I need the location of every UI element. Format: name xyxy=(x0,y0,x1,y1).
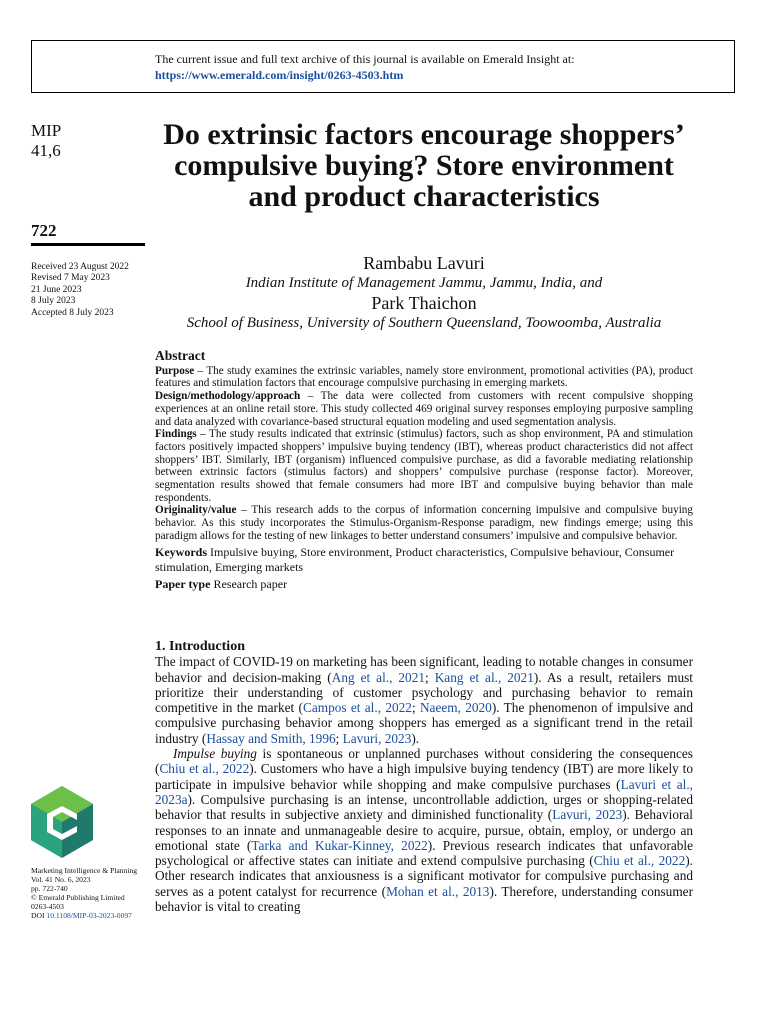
citation-link[interactable]: Kang et al., 2021 xyxy=(434,669,534,685)
page-rule xyxy=(31,243,145,246)
author-affiliation: Indian Institute of Management Jammu, Jammu, India, and xyxy=(245,275,603,291)
journal-name: Marketing Intelligence & Planning xyxy=(31,866,138,875)
author-name: Rambabu Lavuri xyxy=(363,253,485,273)
citation-link[interactable]: Tarka and Kukar-Kinney, 2022 xyxy=(251,837,428,853)
text-run: The impact of COVID-19 on marketing has been significant, leading to notable changes in consumer behavior and decision-making ( xyxy=(155,654,693,685)
keywords: Keywords Impulsive buying, Store environment, Product characteristics, Compulsive behaviour, Consumer stimulation, Emerging markets xyxy=(155,544,675,574)
text-run: ; xyxy=(411,700,420,716)
citation-link[interactable]: Ang et al., 2021 xyxy=(331,669,425,685)
citation-link[interactable]: Chiu et al., 2022 xyxy=(593,853,686,869)
text-run: ). Other research indicates that anxiousness is a significant motivator for compulsive purchasing and serves as a potent catalyst for recurrence ( xyxy=(155,853,693,899)
citation-link[interactable]: Lavuri, 2023 xyxy=(552,807,623,823)
citation-link[interactable]: Chiu et al., 2022 xyxy=(159,761,250,777)
date-revised-2: 21 June 2023 xyxy=(31,284,82,295)
text-run: Impulse buying xyxy=(173,746,257,762)
doi-link[interactable]: 10.1108/MIP-03-2023-0097 xyxy=(46,911,132,921)
text-run: ; xyxy=(335,730,343,746)
abstract xyxy=(155,350,693,592)
page-number: 722 xyxy=(31,221,57,240)
issn: 0263-4503 xyxy=(31,902,64,912)
abstract-purpose: Purpose – The study examines the extrinsic variables, namely store environment, promotional activities (PA), product features and stimulation factors that encourage compulsive purchasing in emerging markets. xyxy=(155,364,693,390)
intro-paragraph xyxy=(155,746,693,914)
introduction-section xyxy=(155,639,693,914)
text-run: ). As a result, retailers must prioritize their understanding of customer psychology and purchasing behavior to remain competitive in the market ( xyxy=(155,669,693,716)
text-run: ). xyxy=(411,730,420,746)
section-heading: 1. Introduction xyxy=(155,639,245,654)
abstract-originality: Originality/value – This research adds to the corpus of information concerning impulsive and compulsive buying behavior. As this study incorporates the Stimulus-Organism-Response paradigm, new findings emerge; using this paradigm allows for the testing of new linkages to better understand consumers’ impulsive and compulsive behavior. xyxy=(155,504,693,542)
text-run: ; xyxy=(425,669,435,685)
submission-dates xyxy=(31,262,129,319)
publisher-logo-icon xyxy=(29,784,95,860)
article-title: Do extrinsic factors encourage shoppers’ compulsive buying? Store environment and product characteristics xyxy=(163,118,685,213)
date-accepted: Accepted 8 July 2023 xyxy=(31,307,114,318)
date-revised-3: 8 July 2023 xyxy=(31,296,76,307)
text-run: ). Previous research indicates that unfavorable psychological or affective states can initiate and extend compulsive purchasing ( xyxy=(155,837,693,869)
abstract-heading: Abstract xyxy=(155,348,206,363)
citation-link[interactable]: Hassay and Smith, 1996 xyxy=(206,730,336,746)
citation-link[interactable]: Lavuri, 2023 xyxy=(342,730,412,746)
abstract-design: Design/methodology/approach – The data were collected from customers with recent compulsive shopping experiences at an online retail store. This study collected 469 original survey responses employing purposive sampling and data analyzed with covariance-based structural equation modeling and used segmentation analysis. xyxy=(155,390,693,428)
text-run: ). Customers who have a high impulsive buying tendency (IBT) are more likely to participate in impulsive behavior while shopping and make compulsive purchases ( xyxy=(155,761,693,792)
citation-link[interactable]: Mohan et al., 2013 xyxy=(386,883,490,899)
copyright: © Emerald Publishing Limited xyxy=(31,893,125,903)
author-affiliation: School of Business, University of Southern Queensland, Toowoomba, Australia xyxy=(186,315,662,331)
abstract-findings: Findings – The study results indicated that extrinsic (stimulus) factors, such as shop environment, PA and stimulation factors positively impacted shoppers’ impulsive buying tendency (IBT), whereas product characteristics did not affect shoppers’ IBT. Similarly, IBT (organism) influenced compulsive purchase, as did a favorable mediating relationship between extrinsic factors (stimulus factors) and shoppers’ compulsive purchase (response factor). Moreover, segmentation results showed that female consumers had more IBT and compulsive buying behavior than male respondents. xyxy=(155,428,693,504)
publication-info xyxy=(31,866,137,921)
citation-link[interactable]: Naeem, 2020 xyxy=(419,700,492,716)
date-revised: Revised 7 May 2023 xyxy=(31,273,110,284)
banner-link[interactable]: https://www.emerald.com/insight/0263-4503.htm xyxy=(155,68,404,82)
text-run: ). Therefore, understanding consumer behavior is vital to creating xyxy=(155,883,694,915)
paper-type: Paper type Research paper xyxy=(155,576,288,591)
journal-code xyxy=(31,121,61,161)
citation-link[interactable]: Campos et al., 2022 xyxy=(302,700,412,716)
text-run: ). The phenomenon of impulsive and compulsive purchasing behavior among shoppers has emerged as a significant trend in the retail industry ( xyxy=(155,700,694,746)
journal-issue: Vol. 41 No. 6, 2023 xyxy=(31,875,91,885)
citation-link[interactable]: Lavuri et al., 2023a xyxy=(155,776,694,807)
author-name: Park Thaichon xyxy=(371,293,477,313)
page-range: pp. 722-740 xyxy=(31,884,68,894)
text-run: ). Behavioral responses to an innate and unmanageable desire to acquire, pursue, obtain, employ, or undergo an emotional state ( xyxy=(155,807,694,853)
text-run: is spontaneous or unplanned purchases without considering the consequences ( xyxy=(155,746,693,777)
journal-abbrev: MIP xyxy=(31,121,62,140)
text-run: ). Compulsive purchasing is an intense, uncontrollable addiction, urges or shopping-related behavior that results in subjective anxiety and diminished functionality ( xyxy=(155,791,693,823)
archive-banner xyxy=(31,40,735,93)
date-received: Received 23 August 2022 xyxy=(31,262,129,272)
journal-volume: 41,6 xyxy=(31,141,61,160)
banner-text: The current issue and full text archive of this journal is available on Emerald Insight at: xyxy=(155,52,575,66)
doi-line: DOI 10.1108/MIP-03-2023-0097 xyxy=(31,911,132,921)
intro-paragraph xyxy=(155,654,693,746)
